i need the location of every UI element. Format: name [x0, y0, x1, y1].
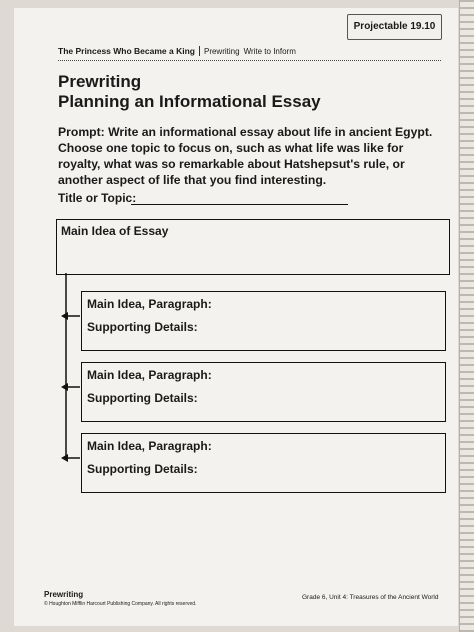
paragraph-box-1[interactable]: [81, 291, 446, 351]
copyright-text: © Houghton Mifflin Harcourt Publishing Company. All rights reserved.: [44, 601, 197, 607]
footer-title: Prewriting: [44, 590, 84, 599]
footer-grade-unit: Grade 6, Unit 4: Treasures of the Ancient World: [302, 594, 439, 601]
main-idea-label: Main Idea of Essay: [61, 224, 169, 238]
paragraph-main-idea-label: Main Idea, Paragraph:: [87, 439, 212, 453]
paragraph-details-label: Supporting Details:: [87, 391, 198, 405]
genre-name: Write to Inform: [243, 46, 296, 56]
topic-label: Title or Topic:: [58, 191, 137, 205]
paragraph-main-idea-label: Main Idea, Paragraph:: [87, 368, 212, 382]
arrow-left-icon: [61, 383, 68, 391]
lesson-name: Prewriting: [203, 46, 240, 56]
paragraph-box-2[interactable]: [81, 362, 446, 422]
page-subtitle: Planning an Informational Essay: [58, 92, 321, 111]
paragraph-details-label: Supporting Details:: [87, 320, 198, 334]
paragraph-details-label: Supporting Details:: [87, 462, 198, 476]
projectable-badge: Projectable 19.10: [347, 14, 442, 40]
arrow-left-icon: [61, 312, 68, 320]
page-title: Prewriting: [58, 72, 142, 91]
arrow-left-icon: [61, 454, 68, 462]
paragraph-box-3[interactable]: [81, 433, 446, 493]
footer-left: [44, 590, 196, 607]
paragraph-main-idea-label: Main Idea, Paragraph:: [87, 297, 212, 311]
essay-prompt: Prompt: Write an informational essay about life in ancient Egypt. Choose one topic to focus on, such as what life was like for royalty, what was so remarkable about Hatshepsut's rule, or another aspect of life that you find interesting.: [58, 125, 433, 187]
story-title: The Princess Who Became a King: [58, 46, 195, 56]
